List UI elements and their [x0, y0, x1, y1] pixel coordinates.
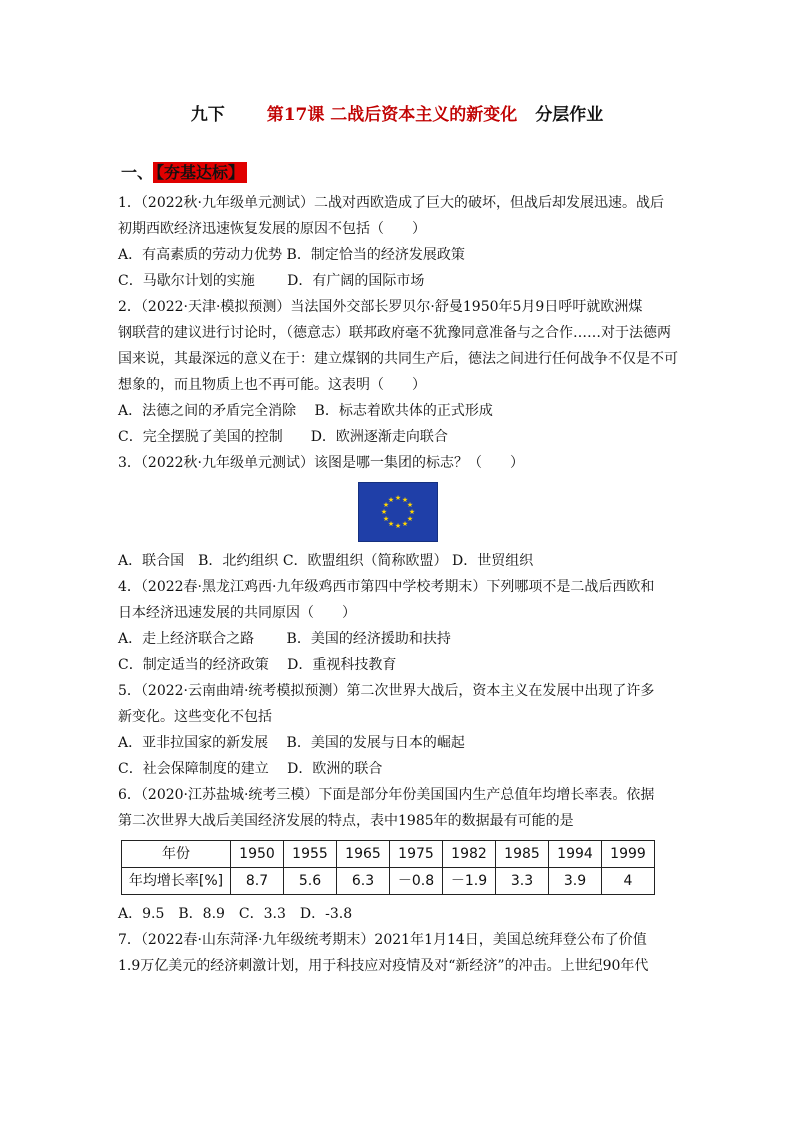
- question-text-line: 1.9万亿美元的经济刺激计划，用于科技应对疫情及对“新经济”的冲击。上世纪90年代: [118, 958, 649, 974]
- question-text-line: 2．（2022·天津·模拟预测）当法国外交部长罗贝尔·舒曼1950年5月9日呼吁就欧洲煤: [118, 299, 643, 315]
- option-line: C．马歇尔计划的实施 D．有广阔的国际市场: [118, 273, 425, 289]
- section-heading: [121, 160, 247, 183]
- homework-label: 分层作业: [535, 105, 604, 125]
- table-header-cell: 年均增长率[%]: [122, 868, 231, 895]
- question-2: [118, 294, 678, 450]
- question-7: [118, 927, 678, 979]
- question-text-line: 想象的，而且物质上也不再可能。这表明（ ）: [118, 377, 426, 393]
- question-text-line: 初期西欧经济迅速恢复发展的原因不包括（ ）: [118, 221, 426, 237]
- table-cell: 1994: [549, 841, 602, 868]
- table-cell: 6.3: [337, 868, 390, 895]
- svg-text:★: ★: [401, 520, 409, 528]
- question-3: [118, 450, 678, 574]
- question-text-line: 3．（2022秋·九年级单元测试）该图是哪一集团的标志？（ ）: [118, 455, 524, 471]
- svg-text:★: ★: [406, 515, 414, 523]
- option-line: C．社会保障制度的建立 D．欧洲的联合: [118, 761, 383, 777]
- lesson-title: 第17课 二战后资本主义的新变化: [266, 105, 518, 125]
- questions: [118, 190, 678, 979]
- option-line: A．9.5 B．8.9 C．3.3 D．-3.8: [118, 906, 353, 922]
- option-line: A．联合国 B．北约组织 C．欧盟组织（简称欧盟） D．世贸组织: [118, 553, 534, 569]
- svg-text:★: ★: [387, 520, 395, 528]
- option-line: C．制定适当的经济政策 D．重视科技教育: [118, 657, 397, 673]
- question-text-line: 钢联营的建议进行讨论时，（德意志）联邦政府毫不犹豫同意准备与之合作……对于法德两: [118, 325, 671, 341]
- option-line: A．走上经济联合之路 B．美国的经济援助和扶持: [118, 631, 451, 647]
- table-cell: 1965: [337, 841, 390, 868]
- table-cell: 1950: [231, 841, 284, 868]
- question-text-line: 1．（2022秋·九年级单元测试）二战对西欧造成了巨大的破坏，但战后却发展迅速。战后: [118, 195, 664, 211]
- table-cell: 1955: [284, 841, 337, 868]
- svg-text:★: ★: [406, 501, 414, 509]
- flag-figure: [118, 476, 678, 548]
- question-text-line: 新变化。这些变化不包括: [118, 709, 272, 725]
- question-text-line: 日本经济迅速发展的共同原因（ ）: [118, 605, 356, 621]
- question-text-line: 4．（2022春·黑龙江鸡西·九年级鸡西市第四中学校考期末）下列哪项不是二战后西欧和: [118, 579, 655, 595]
- svg-text:★: ★: [408, 508, 416, 516]
- table-cell: 1975: [390, 841, 443, 868]
- gdp-growth-table: [121, 840, 655, 895]
- question-4: [118, 574, 678, 678]
- page-title: [0, 100, 794, 125]
- svg-text:★: ★: [394, 522, 402, 530]
- table-row: [122, 841, 655, 868]
- table-cell: －0.8: [390, 868, 443, 895]
- table-cell: 4: [602, 868, 655, 895]
- table-cell: 1985: [496, 841, 549, 868]
- question-text-line: 7．（2022春·山东菏泽·九年级统考期末）2021年1月14日，美国总统拜登公布了价值: [118, 932, 647, 948]
- option-line: C．完全摆脱了美国的控制 D．欧洲逐渐走向联合: [118, 429, 448, 445]
- table-cell: 8.7: [231, 868, 284, 895]
- question-5: [118, 678, 678, 782]
- grade-label: 九下: [190, 105, 225, 125]
- svg-text:★: ★: [387, 496, 395, 504]
- option-line: A．亚非拉国家的新发展 B．美国的发展与日本的崛起: [118, 735, 465, 751]
- option-line: A．有高素质的劳动力优势 B．制定恰当的经济发展政策: [118, 247, 465, 263]
- svg-text:★: ★: [380, 508, 388, 516]
- question-text-line: 5．（2022·云南曲靖·统考模拟预测）第二次世界大战后，资本主义在发展中出现了许多: [118, 683, 655, 699]
- question-1: [118, 190, 678, 294]
- svg-text:★: ★: [382, 515, 390, 523]
- question-text-line: 第二次世界大战后美国经济发展的特点，表中1985年的数据最有可能的是: [118, 813, 574, 829]
- table-cell: 5.6: [284, 868, 337, 895]
- table-header-cell: 年份: [122, 841, 231, 868]
- table-cell: 3.3: [496, 868, 549, 895]
- svg-text:★: ★: [382, 501, 390, 509]
- table-cell: 1999: [602, 841, 655, 868]
- question-6: [118, 782, 678, 927]
- eu-flag-svg: [359, 483, 437, 541]
- question-text-line: 国来说，其最深远的意义在于：建立煤钢的共同生产后，德法之间进行任何战争不仅是不可: [118, 351, 678, 367]
- section-tag: 【夯基达标】: [153, 162, 247, 183]
- table-cell: 1982: [443, 841, 496, 868]
- option-line: A．法德之间的矛盾完全消除 B．标志着欧共体的正式形成: [118, 403, 493, 419]
- svg-text:★: ★: [401, 496, 409, 504]
- eu-flag-image: [358, 482, 438, 542]
- section-number: 一、: [121, 163, 154, 182]
- table-row: [122, 868, 655, 895]
- table-cell: 3.9: [549, 868, 602, 895]
- svg-text:★: ★: [394, 494, 402, 502]
- table-cell: －1.9: [443, 868, 496, 895]
- question-text-line: 6．（2020·江苏盐城·统考三模）下面是部分年份美国国内生产总值年均增长率表。依据: [118, 787, 655, 803]
